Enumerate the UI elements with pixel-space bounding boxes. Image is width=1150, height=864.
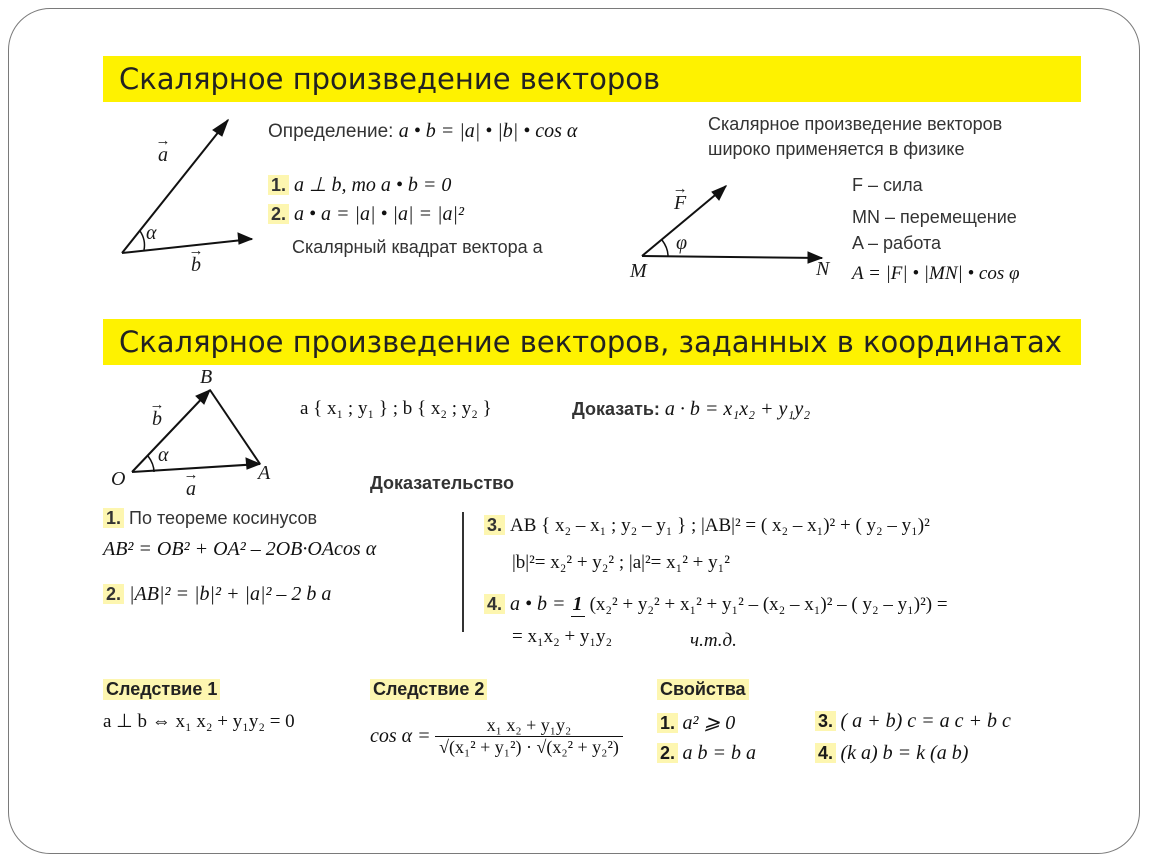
properties-title: Свойства <box>657 679 749 700</box>
definition-label: Определение: <box>268 121 394 142</box>
item1-number: 1. <box>268 175 289 195</box>
property2-number: 2. <box>657 743 678 763</box>
item1-text: a ⊥ b, то a • b = 0 <box>294 174 452 196</box>
section1-title-band <box>103 56 1081 102</box>
step1 <box>103 508 317 529</box>
prove-label: Доказать: <box>572 399 660 419</box>
step4-rest: (x₂² + y₂² + x₁² + y₁² – (x₂ – x₁)² – ( y₂ – y₁)²) = <box>589 594 948 615</box>
physics-note-line2: широко применяется в физике <box>708 139 965 159</box>
cor2-fraction <box>435 715 623 758</box>
property1-number: 1. <box>657 713 678 733</box>
diagram2-label-n: N <box>816 258 830 280</box>
triangle-vec-a: → a <box>186 478 196 501</box>
section2-title-band <box>103 319 1081 365</box>
prove-formula: a · b = x₁x₂ + y₁y₂ <box>664 398 811 420</box>
definition-formula: a • b = |a| • |b| • cos α <box>398 120 578 142</box>
property2 <box>657 742 756 765</box>
step1-text: По теореме косинусов <box>129 508 318 528</box>
legend-formula: A = |F| • |MN| • cos φ <box>852 263 1020 284</box>
step3 <box>484 515 930 537</box>
diagram2-label-phi: φ <box>676 232 688 254</box>
step4-number: 4. <box>484 594 505 614</box>
triangle-diagram <box>118 380 278 480</box>
cor2-denominator: √(x₁² + y₁²) · √(x₂² + y₂²) <box>439 737 619 757</box>
corollary2-formula <box>370 715 623 758</box>
legend-mn: MN – перемещение <box>852 207 1017 227</box>
step4-fraction: 1 <box>572 593 583 616</box>
step1-number: 1. <box>103 508 124 528</box>
property4 <box>815 742 968 765</box>
section2-title: Скалярное произведение векторов, заданных в координатах <box>119 325 1062 359</box>
step2 <box>103 583 331 606</box>
item1 <box>268 172 451 197</box>
square-label: Скалярный квадрат вектора a <box>292 237 543 257</box>
step3-formula: AB { x₂ – x₁ ; y₂ – y₁ } ; |AB|² = ( x₂ – x₁)² + ( y₂ – y₁)² <box>510 515 930 536</box>
qed: ч.т.д. <box>690 630 737 651</box>
proof-divider <box>462 512 464 632</box>
property4-text: (k a) b = k (a b) <box>840 742 969 764</box>
item2-text: a • a = |a| • |a| = |a|² <box>294 203 465 225</box>
property1-text: a² ⩾ 0 <box>682 712 736 734</box>
corollary1-title: Следствие 1 <box>103 679 220 700</box>
property2-text: a b = b a <box>682 742 756 764</box>
diagram2-label-m: M <box>630 260 647 282</box>
triangle-vec-b: → b <box>152 408 162 431</box>
corollary2-title: Следствие 2 <box>370 679 487 700</box>
physics-note-line1: Скалярное произведение векторов <box>708 114 1003 134</box>
diagram1-label-a: → a <box>158 144 168 167</box>
item2 <box>268 203 464 226</box>
diagram1-label-alpha: α <box>146 222 157 244</box>
definition <box>268 120 577 143</box>
cor2-lhs: cos α = <box>370 725 431 747</box>
item2-number: 2. <box>268 204 289 224</box>
legend-a: A – работа <box>852 233 942 253</box>
property3-text: ( a + b) c = a c + b c <box>840 710 1011 732</box>
prove-statement <box>572 398 810 421</box>
legend-f: F – сила <box>852 175 923 195</box>
proof-heading: Доказательство <box>370 473 514 493</box>
work-diagram <box>630 176 830 266</box>
step3-number: 3. <box>484 515 505 535</box>
step4 <box>484 593 948 617</box>
property1 <box>657 710 735 735</box>
diagram1-label-b: → b <box>191 254 201 277</box>
step2-formula: |AB|² = |b|² + |a|² – 2 b a <box>129 583 332 605</box>
property3-number: 3. <box>815 711 836 731</box>
step1-formula: AB² = OB² + OA² – 2OB·OAcos α <box>103 538 377 560</box>
step2-number: 2. <box>103 584 124 604</box>
step4-lhs: a • b = <box>510 593 566 615</box>
section1-title: Скалярное произведение векторов <box>119 62 661 96</box>
point-b: B <box>200 366 213 388</box>
step3-formula2: |b|²= x₂² + y₂² ; |a|²= x₁² + y₁² <box>512 552 730 573</box>
triangle-alpha: α <box>158 444 169 466</box>
property4-number: 4. <box>815 743 836 763</box>
given-vectors: a { x₁ ; y₁ } ; b { x₂ ; y₂ } <box>300 398 492 419</box>
point-o: O <box>111 468 126 490</box>
corollary1-formula: a ⊥ b ⇔ x₁ x₂ + y₁y₂ = 0 <box>103 711 295 732</box>
point-a: A <box>258 462 271 484</box>
diagram2-label-f: → F <box>674 192 686 215</box>
step4-result: = x₁x₂ + y₁y₂ <box>512 626 613 647</box>
cor2-numerator: x₁ x₂ + y₁y₂ <box>435 715 623 737</box>
property3 <box>815 710 1011 733</box>
